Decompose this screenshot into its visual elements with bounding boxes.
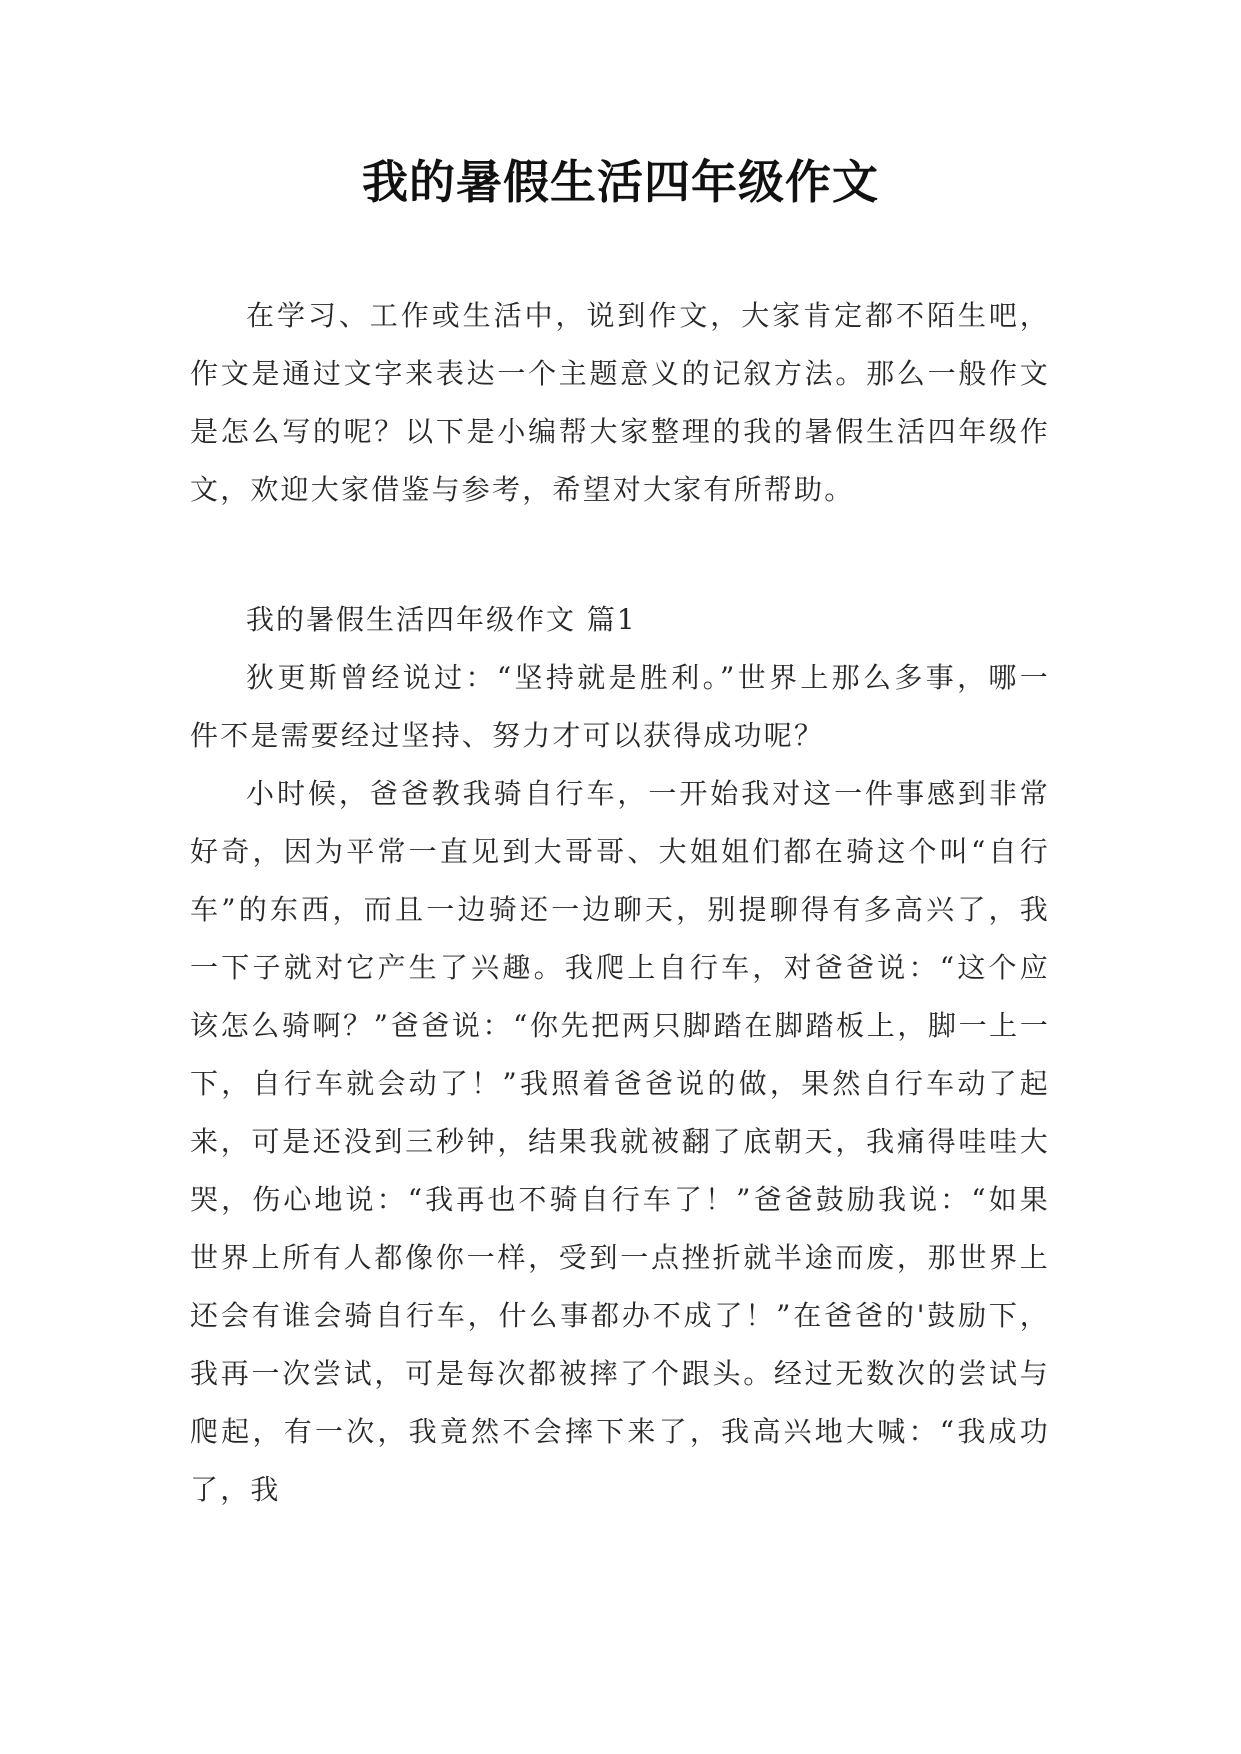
body-paragraph-1: 狄更斯曾经说过：“坚持就是胜利。”世界上那么多事，哪一件不是需要经过坚持、努力才可以获得成功呢？	[190, 661, 1050, 752]
document-title: 我的暑假生活四年级作文	[362, 155, 879, 209]
intro-paragraph: 在学习、工作或生活中，说到作文，大家肯定都不陌生吧，作文是通过文字来表达一个主题意义的记叙方法。那么一般作文是怎么写的呢？以下是小编帮大家整理的我的暑假生活四年级作文，欢迎大家借鉴与参考，希望对大家有所帮助。	[190, 299, 1050, 506]
document-body	[190, 287, 1050, 1519]
section-heading: 我的暑假生活四年级作文 篇1	[246, 603, 637, 636]
body-paragraph-2: 小时候，爸爸教我骑自行车，一开始我对这一件事感到非常好奇，因为平常一直见到大哥哥、大姐姐们都在骑这个叫“自行车”的东西，而且一边骑还一边聊天，别提聊得有多高兴了，我一下子就对它产生了兴趣。我爬上自行车，对爸爸说：“这个应该怎么骑啊？”爸爸说：“你先把两只脚踏在脚踏板上，脚一上一下，自行车就会动了！”我照着爸爸说的做，果然自行车动了起来，可是还没到三秒钟，结果我就被翻了底朝天，我痛得哇哇大哭，伤心地说：“我再也不骑自行车了！”爸爸鼓励我说：“如果世界上所有人都像你一样，受到一点挫折就半途而废，那世界上还会有谁会骑自行车，什么事都办不成了！”在爸爸的'鼓励下，我再一次尝试，可是每次都被摔了个跟头。经过无数次的尝试与爬起，有一次，我竟然不会摔下来了，我高兴地大喊：“我成功了，我	[190, 777, 1050, 1506]
